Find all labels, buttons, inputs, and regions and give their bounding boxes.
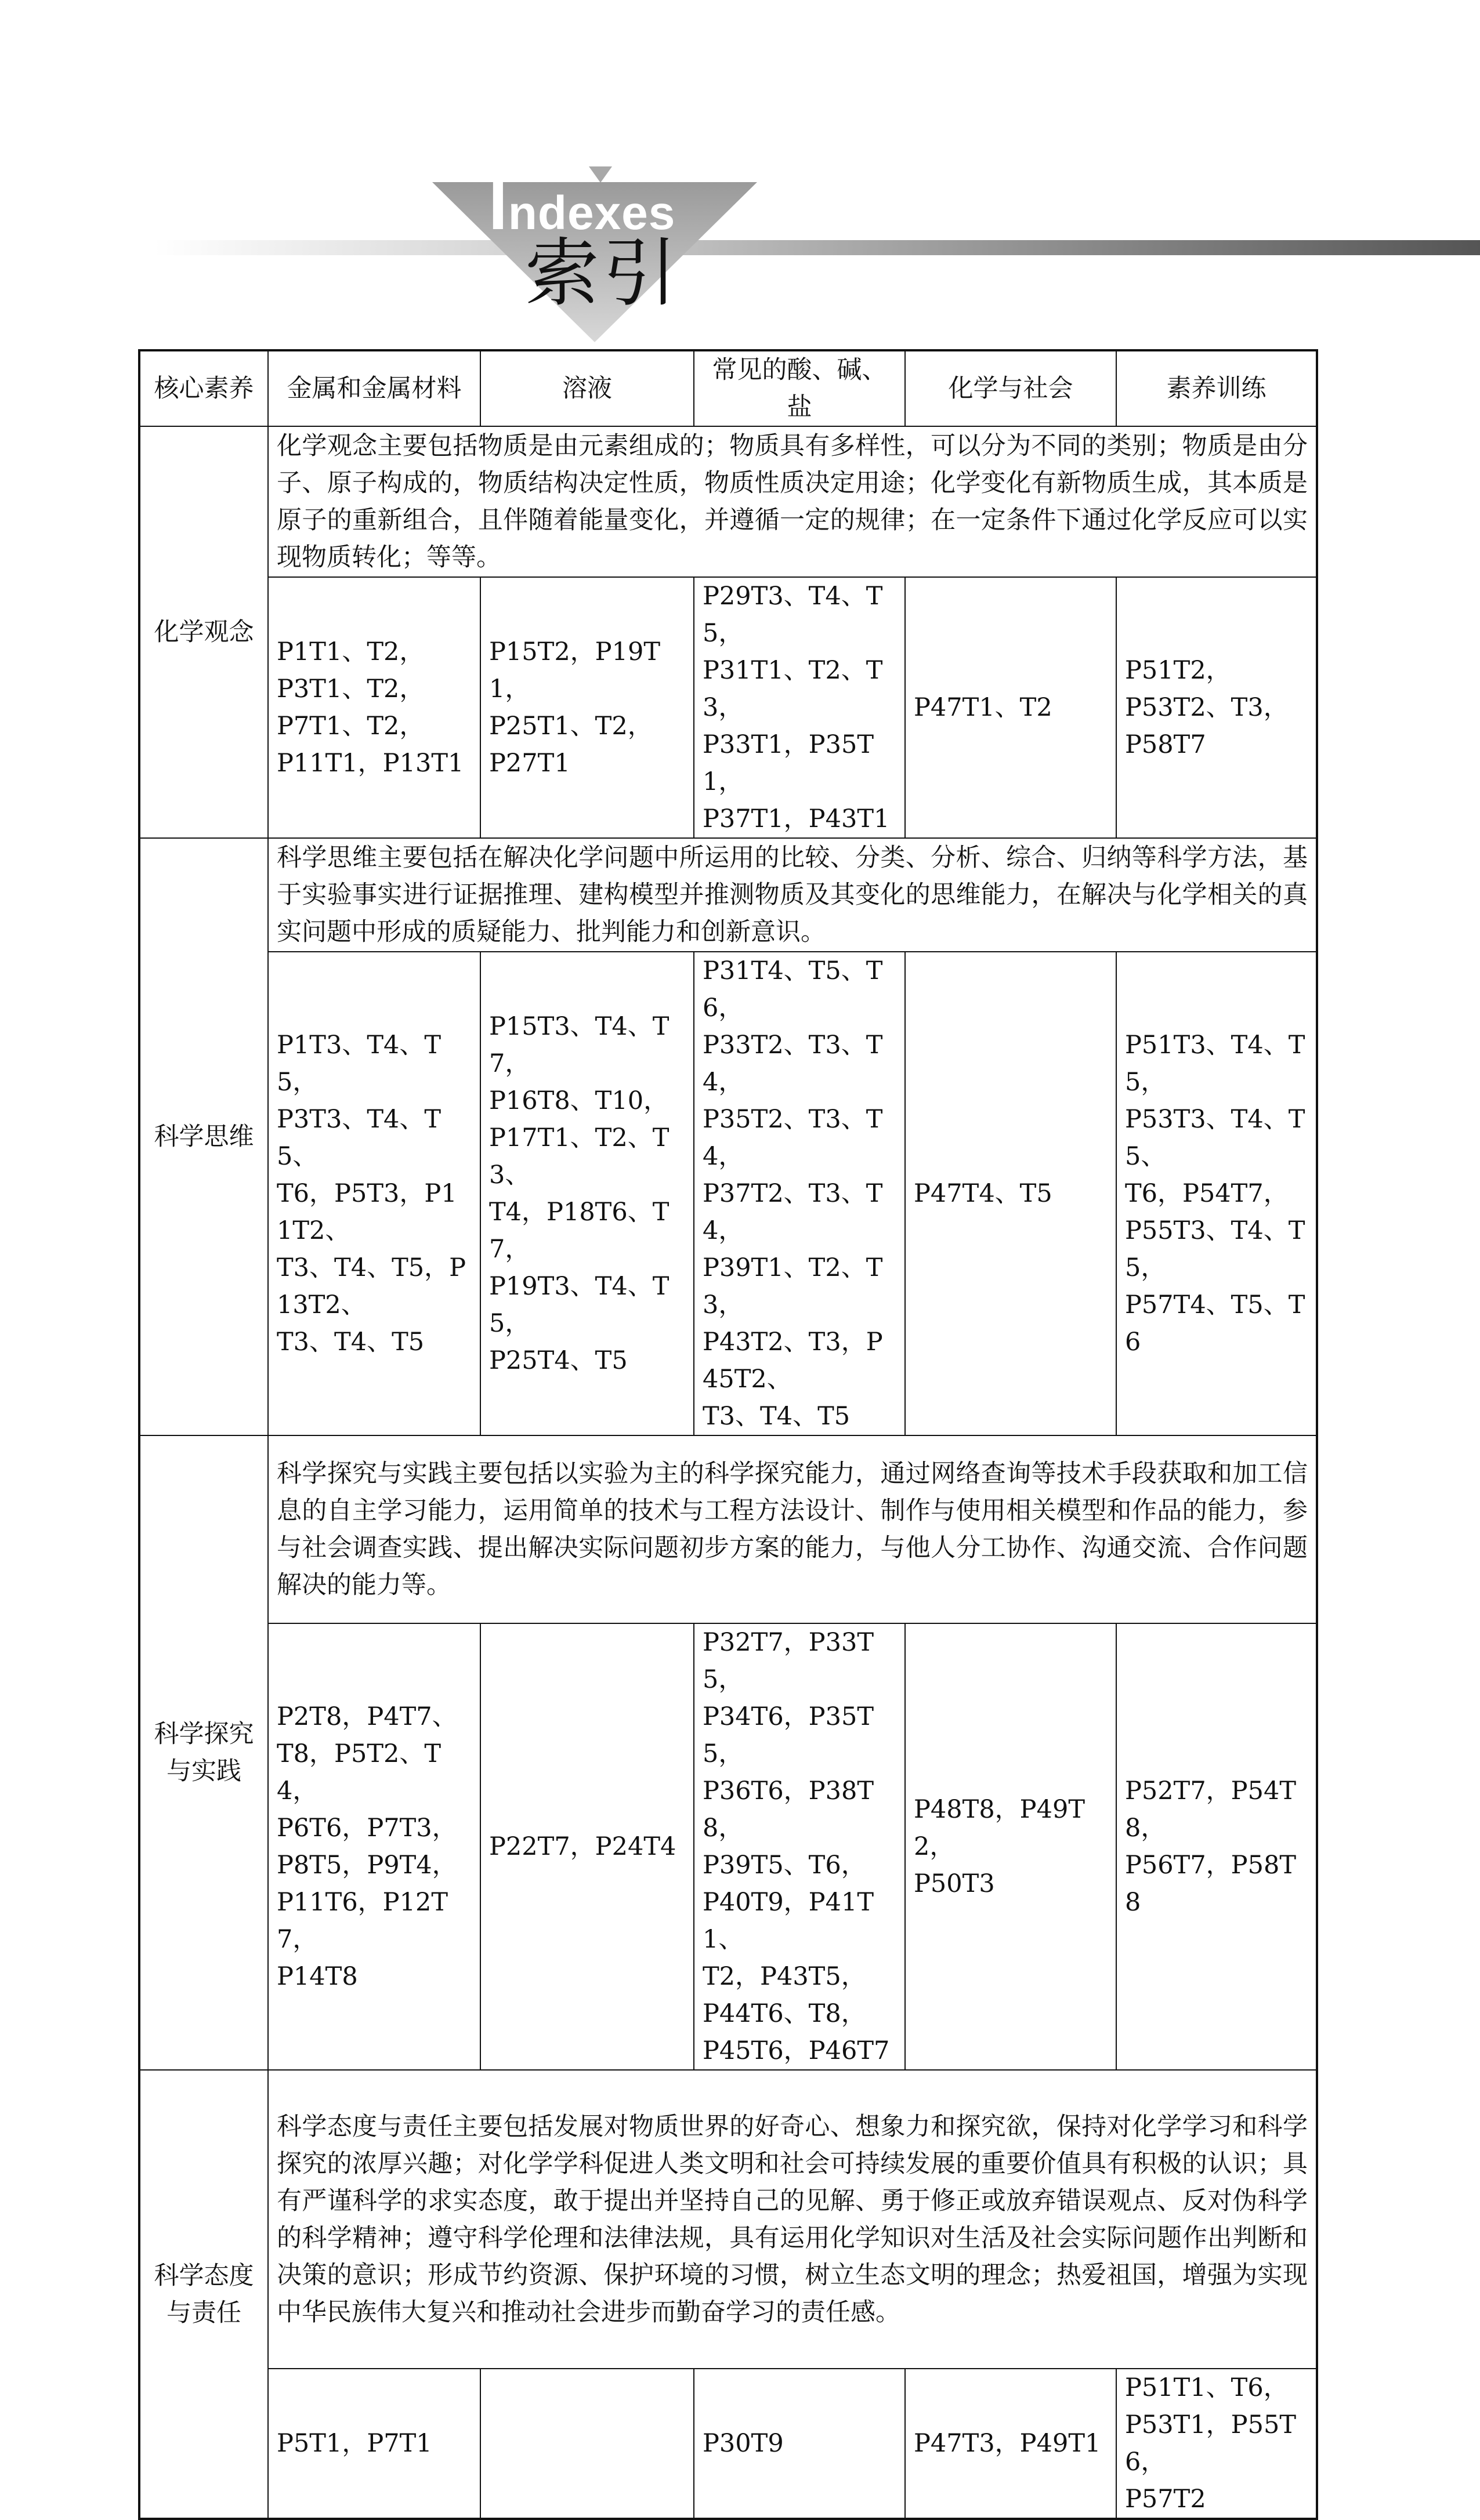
table-header-row — [139, 350, 1317, 426]
reference-cell — [480, 1623, 694, 2070]
banner-title-en: Indexes — [488, 168, 676, 244]
row-chemical-concepts-references — [139, 577, 1317, 838]
row-scientific-thinking-references — [139, 952, 1317, 1435]
reference-line: P2T8，P4T7、 — [277, 1702, 457, 1731]
reference-line: P31T4、T5、T6， — [703, 956, 883, 1022]
reference-cell — [694, 2369, 905, 2519]
reference-line: P11T6，P12T7， — [277, 1888, 448, 1954]
reference-line: P53T2、T3， — [1125, 693, 1289, 722]
header-acids-bases-salts: 常见的酸、碱、盐 — [694, 350, 905, 426]
reference-line: P55T3、T4、T5， — [1125, 1216, 1305, 1282]
header-core-literacy: 核心素养 — [139, 350, 268, 426]
reference-line: P11T1，P13T1 — [277, 749, 464, 778]
reference-line: P37T1，P43T1 — [703, 804, 890, 833]
reference-line: P3T3、T4、T5、 — [277, 1105, 442, 1171]
banner-graphic — [0, 0, 1480, 348]
reference-line: T3、T4、T5 — [703, 1402, 851, 1431]
reference-line: P17T1、T2、T3、 — [489, 1123, 670, 1190]
reference-line: P45T6，P46T7 — [703, 2036, 890, 2065]
description-scientific-inquiry: 科学探究与实践主要包括以实验为主的科学探究能力，通过网络查询等技术手段获取和加工信息的自主学习能力，运用简单的技术与工程方法设计、制作与使用相关模型和作品的能力，参与社会调查实践、提出解决实际问题初步方案的能力，与他人分工协作、沟通交流、合作问题解决的能力等。 — [268, 1435, 1317, 1623]
reference-line: P25T4、T5 — [489, 1346, 628, 1375]
reference-line: P14T8 — [277, 1962, 358, 1991]
reference-line: P16T8、T10， — [489, 1086, 669, 1115]
reference-line: T6，P5T3，P11T2、 — [277, 1179, 457, 1245]
reference-line: P15T2，P19T1， — [489, 637, 661, 704]
reference-line: P53T1，P55T6， — [1125, 2410, 1297, 2477]
category-scientific-attitude — [139, 2070, 268, 2519]
row-scientific-attitude-references — [139, 2369, 1317, 2519]
reference-cell — [480, 577, 694, 838]
reference-cell — [268, 577, 480, 838]
reference-line: P51T1、T6， — [1125, 2373, 1289, 2402]
index-table — [138, 349, 1318, 2520]
reference-line: P39T1、T2、T3， — [703, 1253, 883, 1319]
reference-line: P39T5、T6， — [703, 1851, 866, 1880]
header-solutions: 溶液 — [480, 350, 694, 426]
reference-line: P34T6，P35T5， — [703, 1702, 874, 1768]
reference-line: P56T7，P58T8 — [1125, 1851, 1297, 1917]
category-scientific-thinking — [139, 838, 268, 1435]
reference-line: P58T7 — [1125, 730, 1206, 759]
reference-cell — [1116, 2369, 1317, 2519]
description-scientific-thinking: 科学思维主要包括在解决化学问题中所运用的比较、分类、分析、综合、归纳等科学方法，基于实验事实进行证据推理、建构模型并推测物质及其变化的思维能力，在解决与化学相关的真实问题中形成的质疑能力、批判能力和创新意识。 — [268, 838, 1317, 952]
reference-line: P44T6、T8， — [703, 1999, 866, 2028]
reference-line: T3、T4、T5 — [277, 1328, 425, 1357]
header-literacy-training: 素养训练 — [1116, 350, 1317, 426]
reference-cell — [905, 577, 1116, 838]
reference-line: T6，P54T7， — [1125, 1179, 1289, 1208]
reference-line: P57T4、T5、T6 — [1125, 1290, 1305, 1357]
reference-cell — [694, 1623, 905, 2070]
reference-cell — [905, 2369, 1116, 2519]
reference-line: P47T4、T5 — [914, 1179, 1052, 1208]
reference-line: T4，P18T6、T7， — [489, 1198, 670, 1264]
header-metals: 金属和金属材料 — [268, 350, 480, 426]
reference-cell — [905, 1623, 1116, 2070]
reference-line: P36T6，P38T8， — [703, 1776, 874, 1843]
reference-cell — [268, 1623, 480, 2070]
index-banner — [0, 0, 1480, 348]
category-label: 科学态度 — [154, 2261, 254, 2290]
row-scientific-thinking-description — [139, 838, 1317, 952]
reference-cell — [480, 2369, 694, 2519]
reference-cell — [1116, 577, 1317, 838]
reference-line: P8T5，P9T4， — [277, 1851, 457, 1880]
reference-line: P35T2、T3、T4， — [703, 1105, 883, 1171]
reference-line: P57T2 — [1125, 2485, 1206, 2514]
reference-line: P1T1、T2， — [277, 637, 425, 666]
reference-cell — [905, 952, 1116, 1435]
reference-line: P5T1，P7T1 — [277, 2429, 432, 2458]
reference-cell — [694, 952, 905, 1435]
row-chemical-concepts-description — [139, 426, 1317, 577]
description-chemical-concepts: 化学观念主要包括物质是由元素组成的；物质具有多样性，可以分为不同的类别；物质是由分子、原子构成的，物质结构决定性质，物质性质决定用途；化学变化有新物质生成，其本质是原子的重新组合，且伴随着能量变化，并遵循一定的规律；在一定条件下通过化学反应可以实现物质转化；等等。 — [268, 426, 1317, 577]
category-chemical-concepts — [139, 426, 268, 838]
category-label: 科学思维 — [154, 1122, 254, 1151]
reference-line: T2，P43T5， — [703, 1962, 866, 1991]
reference-cell — [694, 577, 905, 838]
reference-line: T3、T4、T5，P13T2、 — [277, 1253, 466, 1319]
reference-line: P47T1、T2 — [914, 693, 1052, 722]
category-label: 与实践 — [167, 1757, 241, 1786]
reference-line: P32T7，P33T5， — [703, 1628, 874, 1694]
reference-line: T8，P5T2、T4， — [277, 1739, 442, 1805]
reference-cell — [1116, 952, 1317, 1435]
reference-line: P40T9，P41T1、 — [703, 1888, 874, 1954]
reference-line: P6T6，P7T3， — [277, 1814, 457, 1843]
reference-line: P30T9 — [703, 2429, 784, 2458]
reference-line: P33T1，P35T1， — [703, 730, 874, 796]
reference-line: P29T3、T4、T5， — [703, 582, 883, 648]
row-scientific-inquiry-description — [139, 1435, 1317, 1623]
reference-line: P22T7，P24T4 — [489, 1832, 676, 1861]
reference-line: P52T7，P54T8， — [1125, 1776, 1297, 1843]
reference-line: P27T1 — [489, 749, 570, 778]
category-label: 化学观念 — [154, 618, 254, 647]
reference-line: P7T1、T2， — [277, 712, 425, 741]
reference-line: P48T8，P49T2， — [914, 1795, 1085, 1861]
reference-line: P50T3 — [914, 1869, 995, 1898]
reference-line: P3T1、T2， — [277, 675, 425, 704]
reference-line: P1T3、T4、T5， — [277, 1031, 442, 1097]
reference-line: P47T3，P49T1 — [914, 2429, 1101, 2458]
reference-line: P19T3、T4、T5， — [489, 1272, 670, 1338]
reference-line: P33T2、T3、T4， — [703, 1031, 883, 1097]
reference-cell — [1116, 1623, 1317, 2070]
reference-line: P43T2、T3，P45T2、 — [703, 1328, 883, 1394]
reference-line: P53T3、T4、T5、 — [1125, 1105, 1305, 1171]
category-label: 与责任 — [167, 2298, 241, 2327]
header-chemistry-society: 化学与社会 — [905, 350, 1116, 426]
category-scientific-inquiry — [139, 1435, 268, 2070]
reference-cell — [268, 2369, 480, 2519]
reference-cell — [268, 952, 480, 1435]
row-scientific-inquiry-references — [139, 1623, 1317, 2070]
reference-line: P51T3、T4、T5， — [1125, 1031, 1305, 1097]
reference-line: P15T3、T4、T7， — [489, 1012, 670, 1078]
banner-title-cn: 索引 — [525, 230, 681, 317]
reference-line: P37T2、T3、T4， — [703, 1179, 883, 1245]
reference-line: P51T2， — [1125, 656, 1231, 685]
reference-line: P25T1、T2， — [489, 712, 653, 741]
reference-cell — [480, 952, 694, 1435]
category-label: 科学探究 — [154, 1720, 254, 1749]
reference-line: P31T1、T2、T3， — [703, 656, 883, 722]
row-scientific-attitude-description — [139, 2070, 1317, 2369]
description-scientific-attitude: 科学态度与责任主要包括发展对物质世界的好奇心、想象力和探究欲，保持对化学学习和科学探究的浓厚兴趣；对化学学科促进人类文明和社会可持续发展的重要价值具有积极的认识；具有严谨科学的求实态度，敢于提出并坚持自己的见解、勇于修正或放弃错误观点、反对伪科学的科学精神；遵守科学伦理和法律法规，具有运用化学知识对生活及社会实际问题作出判断和决策的意识；形成节约资源、保护环境的习惯，树立生态文明的理念；热爱祖国，增强为实现中华民族伟大复兴和推动社会进步而勤奋学习的责任感。 — [268, 2070, 1317, 2369]
